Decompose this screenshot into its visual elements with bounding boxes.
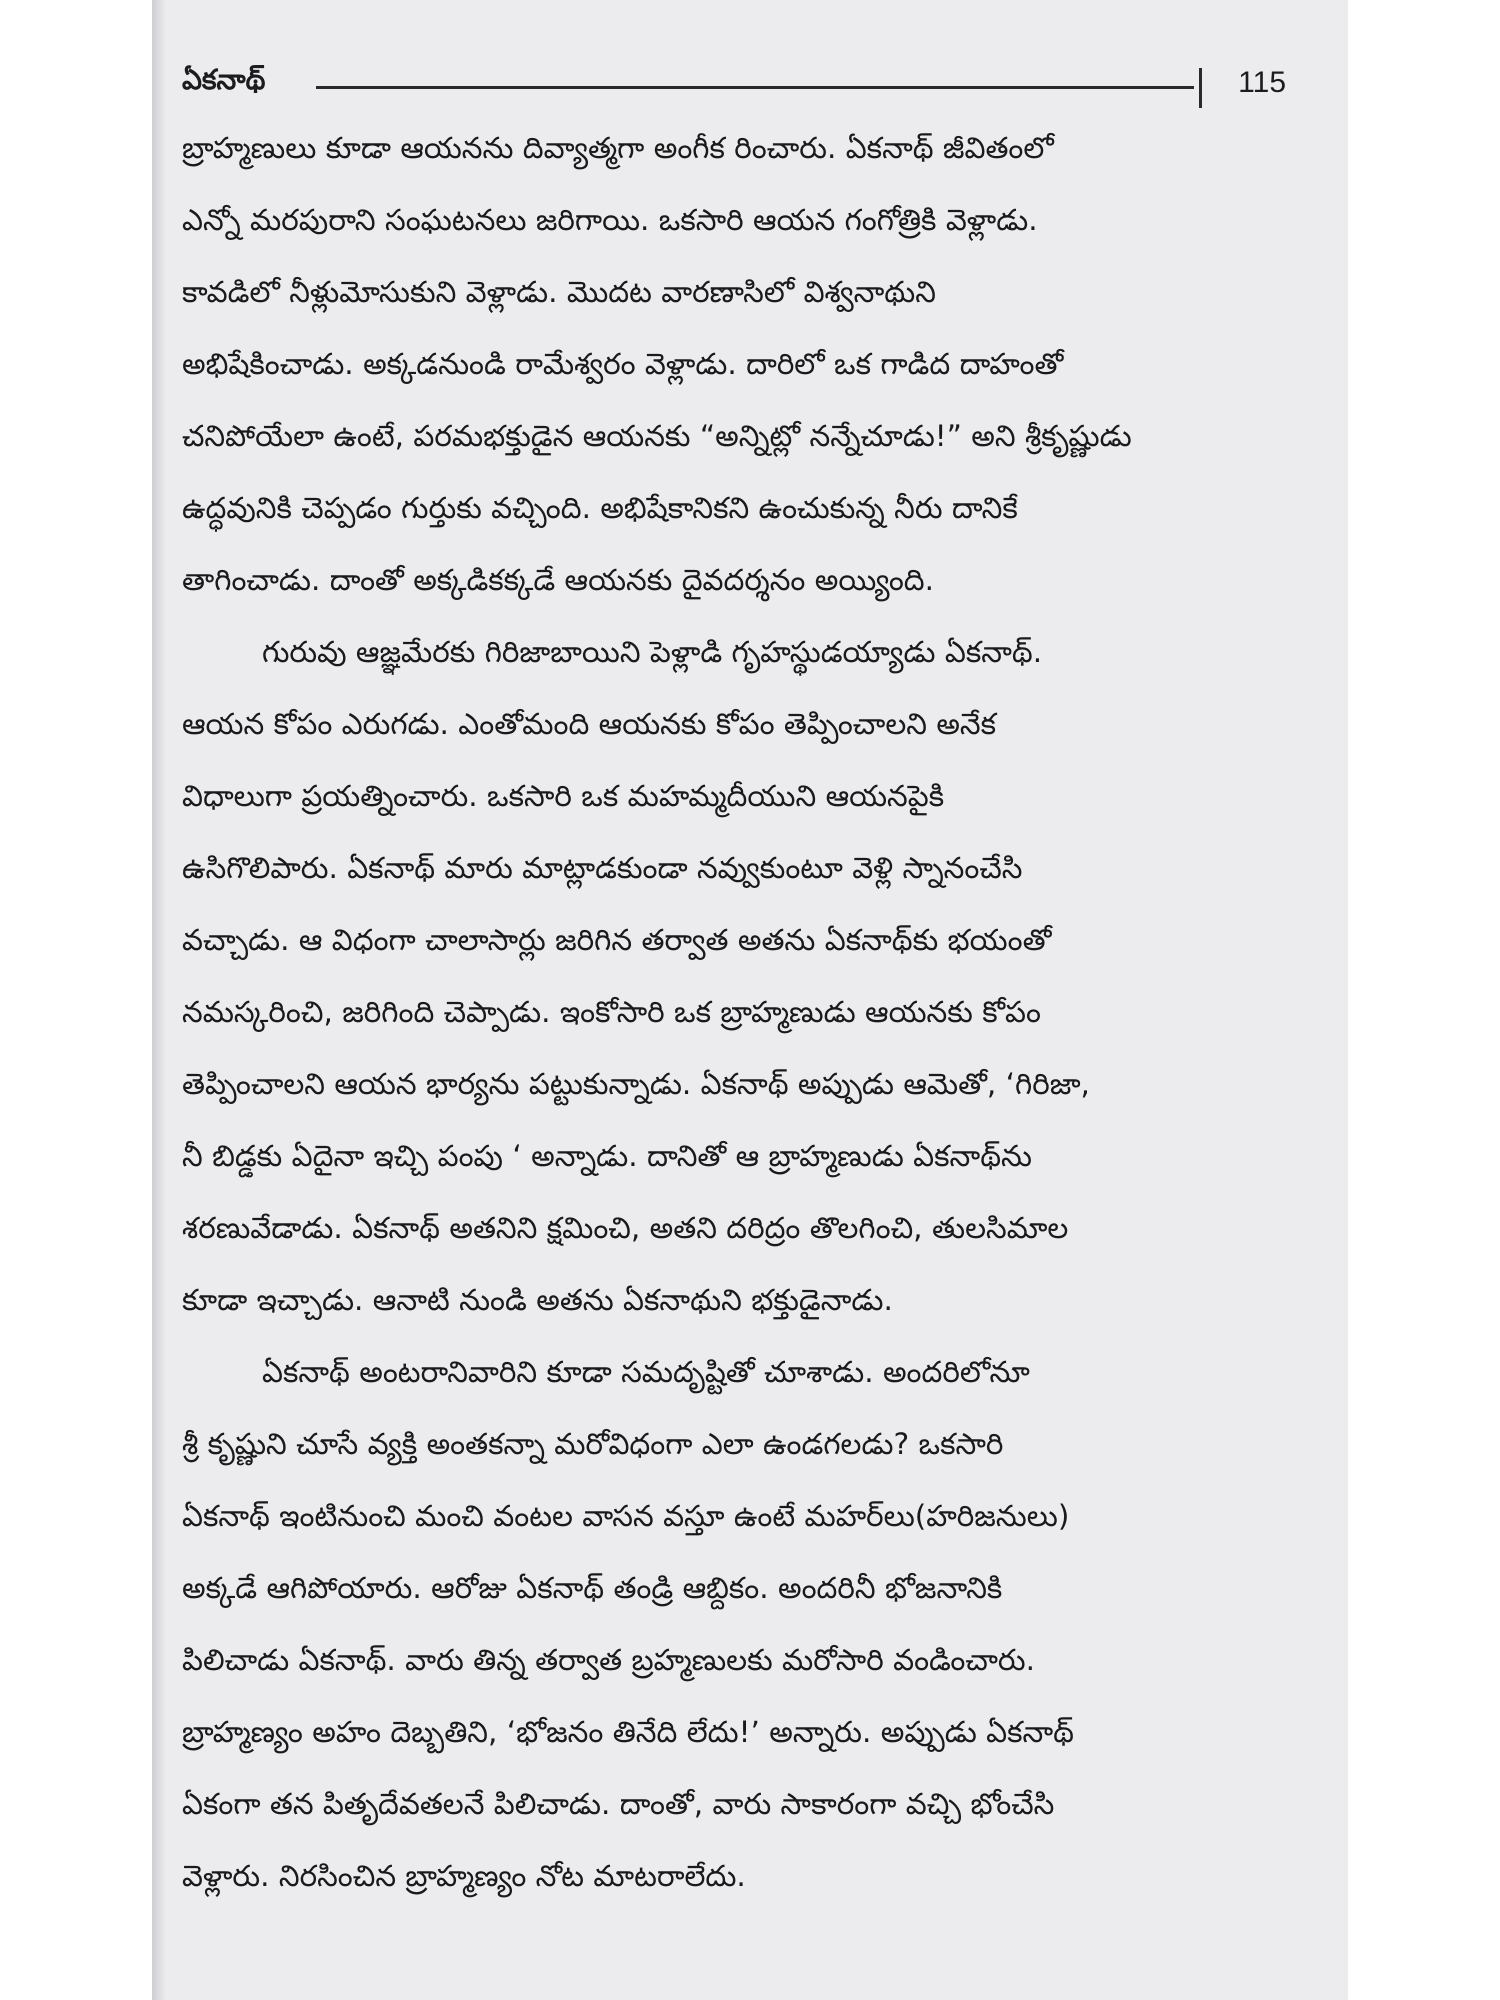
page-number: 115 [1238, 66, 1286, 99]
paragraph-3: ఏకనాథ్ అంటరానివారిని కూడా సమదృష్టితో చూశాడు. అందరిలోనూ శ్రీ కృష్ణుని చూసే వ్యక్తి అంతకన్నా మరోవిధంగా ఎలా ఉండగలడు? ఒకసారి ఏకనాథ్ ఇంటినుంచి మంచి వంటల వాసన వస్తూ ఉంటే మహర్‌లు(హరిజనులు) అక్కడే ఆగిపోయారు. ఆరోజు ఏకనాథ్ తండ్రి ఆబ్దికం. అందరినీ భోజనానికి పిలిచాడు ఏకనాథ్. వారు తిన్న తర్వాత బ్రహ్మణులకు మరోసారి వండించారు. బ్రాహ్మణ్యం అహం దెబ్బతిని, ‘భోజనం తినేది లేదు!’ అన్నారు. అప్పుడు ఏకనాథ్ ఏకంగా తన పితృదేవతలనే పిలిచాడు. దాంతో, వారు సాకారంగా వచ్చి భోంచేసి వెళ్లారు. నిరసించిన బ్రాహ్మణ్యం నోట మాటరాలేదు. [182, 1355, 1075, 1893]
page-edge-shadow [152, 0, 166, 2000]
book-page [152, 0, 1348, 2000]
page-header [182, 62, 1302, 110]
running-title: ఏకనాథ్ [182, 63, 266, 96]
paragraph-1: బ్రాహ్మణులు కూడా ఆయనను దివ్యాత్మగా అంగీక రించారు. ఏకనాథ్ జీవితంలో ఎన్నో మరపురాని సంఘటనలు జరిగాయి. ఒకసారి ఆయన గంగోత్రికి వెళ్లాడు. కావడిలో నీళ్లుమోసుకుని వెళ్లాడు. మొదట వారణాసిలో విశ్వనాథుని అభిషేకించాడు. అక్కడనుండి రామేశ్వరం వెళ్లాడు. దారిలో ఒక గాడిద దాహంతో చనిపోయేలా ఉంటే, పరమభక్తుడైన ఆయనకు “అన్నిట్లో నన్నేచూడు!” అని శ్రీకృష్ణుడు ఉద్ధవునికి చెప్పడం గుర్తుకు వచ్చింది. అభిషేకానికని ఉంచుకున్న నీరు దానికే తాగించాడు. దాంతో అక్కడికక్కడే ఆయనకు దైవదర్శనం అయ్యింది. [182, 131, 1132, 597]
paragraph-2: గురువు ఆజ్ఞమేరకు గిరిజాబాయిని పెళ్లాడి గృహస్థుడయ్యాడు ఏకనాథ్. ఆయన కోపం ఎరుగడు. ఎంతోమంది ఆయనకు కోపం తెప్పించాలని అనేక విధాలుగా ప్రయత్నించారు. ఒకసారి ఒక మహమ్మదీయుని ఆయనపైకి ఉసిగొలిపారు. ఏకనాథ్ మారు మాట్లాడకుండా నవ్వుకుంటూ వెళ్లి స్నానంచేసి వచ్చాడు. ఆ విధంగా చాలాసార్లు జరిగిన తర్వాత అతను ఏకనాథ్‌కు భయంతో నమస్కరించి, జరిగింది చెప్పాడు. ఇంకోసారి ఒక బ్రాహ్మణుడు ఆయనకు కోపం తెప్పించాలని ఆయన భార్యను పట్టుకున్నాడు. ఏకనాథ్ అప్పుడు ఆమెతో, ‘గిరిజా, నీ బిడ్డకు ఏదైనా ఇచ్చి పంపు ‘ అన్నాడు. దానితో ఆ బ్రాహ్మణుడు ఏకనాథ్‌ను శరణువేడాడు. ఏకనాథ్ అతనిని క్షమించి, అతని దరిద్రం తొలగించి, తులసిమాల కూడా ఇచ్చాడు. ఆనాటి నుండి అతను ఏకనాథుని భక్తుడైనాడు. [182, 635, 1090, 1317]
header-tick [1199, 68, 1202, 108]
body-text [182, 112, 1304, 1912]
header-rule [316, 86, 1194, 89]
